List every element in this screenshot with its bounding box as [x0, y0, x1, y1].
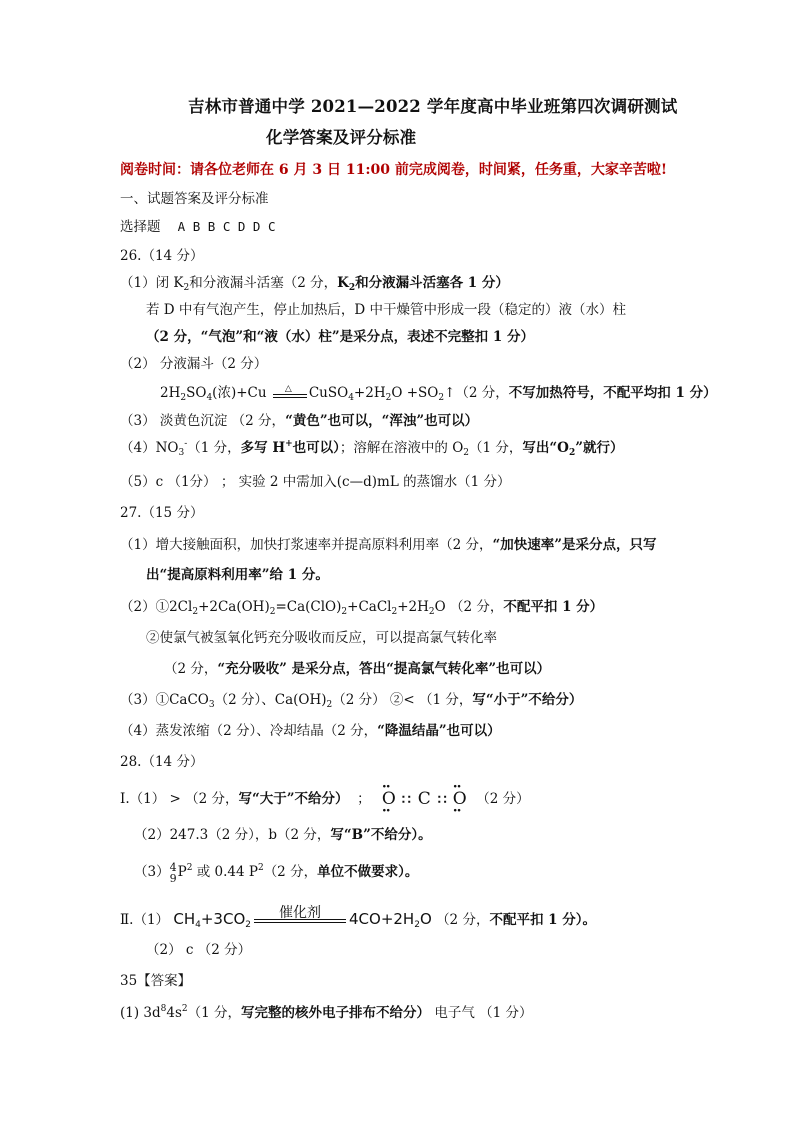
- catalyst-equals-sign: [254, 900, 346, 930]
- subscript: 2: [341, 607, 348, 617]
- fraction: [170, 862, 177, 884]
- subscript: 4: [206, 393, 213, 403]
- bold-text: 多写 H: [240, 440, 286, 456]
- bold-text: 写出“O: [522, 440, 569, 456]
- text: 或 0.44 P: [192, 864, 258, 880]
- subscript: 3: [178, 448, 185, 458]
- text: （2）247.3（2 分），b（2 分，: [134, 827, 331, 843]
- text: +2Ca(OH): [198, 599, 270, 615]
- q27-heading: 27.（15 分）: [120, 505, 204, 521]
- text: +CaCl: [347, 599, 392, 615]
- bold-text: 和分液漏斗活塞各 1 分）: [355, 275, 509, 291]
- text: （4）蒸发浓缩（2 分）、冷却结晶（2 分，: [120, 723, 378, 739]
- q35-part1: [120, 1003, 533, 1023]
- text: +2H: [353, 385, 386, 401]
- text: CH: [173, 910, 196, 928]
- bold-text: 单位不做要求）。: [317, 864, 419, 880]
- shared-pair: ∷: [401, 792, 411, 808]
- subscript: 2: [428, 607, 435, 617]
- q26-equation: [160, 383, 717, 403]
- bold-text: “黄色”也可以，“浑浊”也可以）: [285, 413, 479, 429]
- q26-part4: [120, 438, 623, 458]
- bold-text: 写“B”不给分）。: [330, 827, 432, 843]
- superscript: 2: [186, 863, 193, 873]
- text: （2 分） ②< （1 分，: [332, 692, 473, 708]
- q28-ii-part2: （2） c （2 分）: [146, 942, 252, 958]
- q28-ii-part1: [120, 900, 596, 935]
- text: (浓)+Cu: [212, 385, 267, 401]
- document-title: 吉林市普通中学 2021—2022 学年度高中毕业班第四次调研测试: [188, 97, 678, 116]
- heat-triangle: △: [284, 383, 292, 394]
- subscript: 2: [180, 393, 187, 403]
- q28-i-part3: [134, 859, 418, 885]
- heating-equals-sign: [273, 383, 307, 401]
- choice-values: A B B C D D C: [177, 219, 276, 234]
- text: =Ca(ClO): [275, 599, 342, 615]
- q27-part3: [120, 690, 582, 710]
- subscript: 2: [568, 448, 576, 458]
- carbon-atom: C: [417, 789, 431, 809]
- bold-text: 写“小于”不给分）: [472, 692, 583, 708]
- subscript: 4: [348, 393, 354, 403]
- section-heading: 一、试题答案及评分标准: [120, 191, 269, 207]
- superscript: +: [285, 439, 293, 449]
- subscript: 2: [348, 283, 356, 293]
- subscript: 4: [195, 920, 201, 930]
- grading-notice: 阅卷时间：请各位老师在 6 月 3 日 11:00 前完成阅卷，时间紧，任务重，大家辛苦啦!: [120, 162, 668, 178]
- text: （1 分，: [187, 1005, 242, 1021]
- text: O +SO: [391, 385, 439, 401]
- denominator: 9: [169, 871, 177, 885]
- q26-part5: （5）c （1分） ； 实验 2 中需加入(c—d)mL 的蒸馏水（1 分）: [120, 474, 511, 490]
- bold-text: 不配平扣 1 分）: [503, 599, 604, 615]
- text: （3） 淡黄色沉淀 （2 分，: [120, 413, 286, 429]
- q26-part2: （2） 分液漏斗（2 分）: [120, 356, 268, 372]
- q26-part3: [120, 411, 478, 431]
- bold-text: 写完整的核外电子排布不给分）: [241, 1005, 431, 1021]
- text: ↑（2 分，: [444, 385, 509, 401]
- text: （1）闭 K: [120, 275, 184, 291]
- superscript: -: [184, 439, 188, 449]
- text: （3）: [134, 864, 170, 880]
- text: O: [419, 910, 432, 928]
- text: ；溶解在溶液中的 O: [339, 440, 464, 456]
- q26-part1: [120, 273, 509, 293]
- text: 2H: [160, 385, 181, 401]
- oxygen-atom: ·· O ··: [381, 787, 397, 811]
- co2-electron-formula: [381, 787, 468, 812]
- bold-text: 不写加热符号，不配平均扣 1 分）: [508, 385, 717, 401]
- methane-reforming-equation: [173, 900, 431, 934]
- text: （2）①2Cl: [120, 599, 193, 615]
- text: （1 分，: [469, 440, 523, 456]
- bold-text: 不配平扣 1 分）。: [489, 912, 596, 928]
- text: （2 分，: [436, 912, 490, 928]
- q27-part2: [120, 597, 603, 617]
- text: 和分液漏斗活塞（2 分，: [189, 275, 338, 291]
- oxygen-atom: ·· O ··: [452, 787, 468, 811]
- superscript: 2: [181, 1004, 188, 1014]
- superscript: 8: [160, 1004, 167, 1014]
- bold-text: ”就行）: [575, 440, 624, 456]
- text: 4CO+2H: [349, 910, 415, 928]
- q27-part2-line3: [164, 659, 550, 679]
- text: （1 分，: [187, 440, 241, 456]
- text: CuSO: [308, 385, 349, 401]
- choice-label: 选择题: [120, 219, 161, 235]
- text: （2 分，: [263, 864, 318, 880]
- text: ；: [357, 791, 371, 807]
- subscript: 2: [269, 607, 276, 617]
- q26-part1-line3: （2 分，“气泡”和“液（水）柱”是采分点，表述不完整扣 1 分）: [146, 329, 534, 345]
- subscript: 3: [208, 700, 215, 710]
- subscript: 2: [438, 393, 445, 403]
- text: (1) 3d: [120, 1005, 161, 1021]
- q27-part2-line2: ②使氯气被氢氧化钙充分吸收而反应，可以提高氯气转化率: [146, 630, 497, 646]
- shared-pair: ∷: [437, 792, 447, 808]
- text: （2 分，: [164, 661, 218, 677]
- superscript: 2: [257, 863, 264, 873]
- q28-i-part1: [120, 787, 530, 812]
- document-subtitle: 化学答案及评分标准: [266, 128, 417, 147]
- q26-part1-line2: 若 D 中有气泡产生，停止加热后，D 中干燥管中形成一段（稳定的）液（水）柱: [146, 302, 627, 318]
- bold-text: “加快速率”是采分点，只写: [492, 537, 657, 553]
- q26-heading: 26.（14 分）: [120, 248, 204, 264]
- bold-text: “充分吸收” 是采分点，答出“提高氯气转化率”也可以）: [217, 661, 551, 677]
- text: +2H: [397, 599, 429, 615]
- text: （3）①CaCO: [120, 692, 209, 708]
- text: （2 分）、Ca(OH): [214, 692, 327, 708]
- text: +3CO: [200, 910, 246, 928]
- q27-part1: [120, 535, 657, 555]
- text: O （2 分，: [434, 599, 504, 615]
- choice-answers: [120, 217, 276, 237]
- q27-part4: [120, 721, 501, 741]
- text: P: [177, 864, 187, 880]
- text: 4s: [166, 1005, 182, 1021]
- subscript: 2: [463, 448, 470, 458]
- bold-text: K: [337, 275, 349, 291]
- q28-i-part2: [134, 825, 432, 845]
- bold-text: 也可以）: [292, 440, 340, 456]
- text: SO: [186, 385, 207, 401]
- q27-part1-line2: 出“提高原料利用率”给 1 分。: [146, 567, 329, 583]
- subscript: 2: [192, 607, 199, 617]
- bold-text: “降温结晶”也可以）: [377, 723, 501, 739]
- text: （1）增大接触面积，加快打浆速率并提高原料利用率（2 分，: [120, 537, 493, 553]
- numerator: 4: [169, 860, 177, 874]
- text: （2 分）: [476, 791, 530, 807]
- text: （4）NO: [120, 440, 179, 456]
- bold-text: 写“大于”不给分）: [238, 791, 349, 807]
- subscript: 2: [183, 283, 190, 293]
- subscript: 2: [326, 700, 333, 710]
- subscript: 2: [385, 393, 392, 403]
- q28-heading: 28.（14 分）: [120, 754, 204, 770]
- q35-heading: 35【答案】: [120, 973, 192, 989]
- text: Ⅱ.（1）: [120, 912, 170, 928]
- text: Ⅰ.（1） > （2 分，: [120, 791, 239, 807]
- text: 电子气 （1 分）: [430, 1005, 533, 1021]
- subscript: 2: [245, 920, 251, 930]
- subscript: 2: [391, 607, 398, 617]
- subscript: 2: [414, 920, 420, 930]
- catalyst-label: 催化剂: [279, 905, 321, 921]
